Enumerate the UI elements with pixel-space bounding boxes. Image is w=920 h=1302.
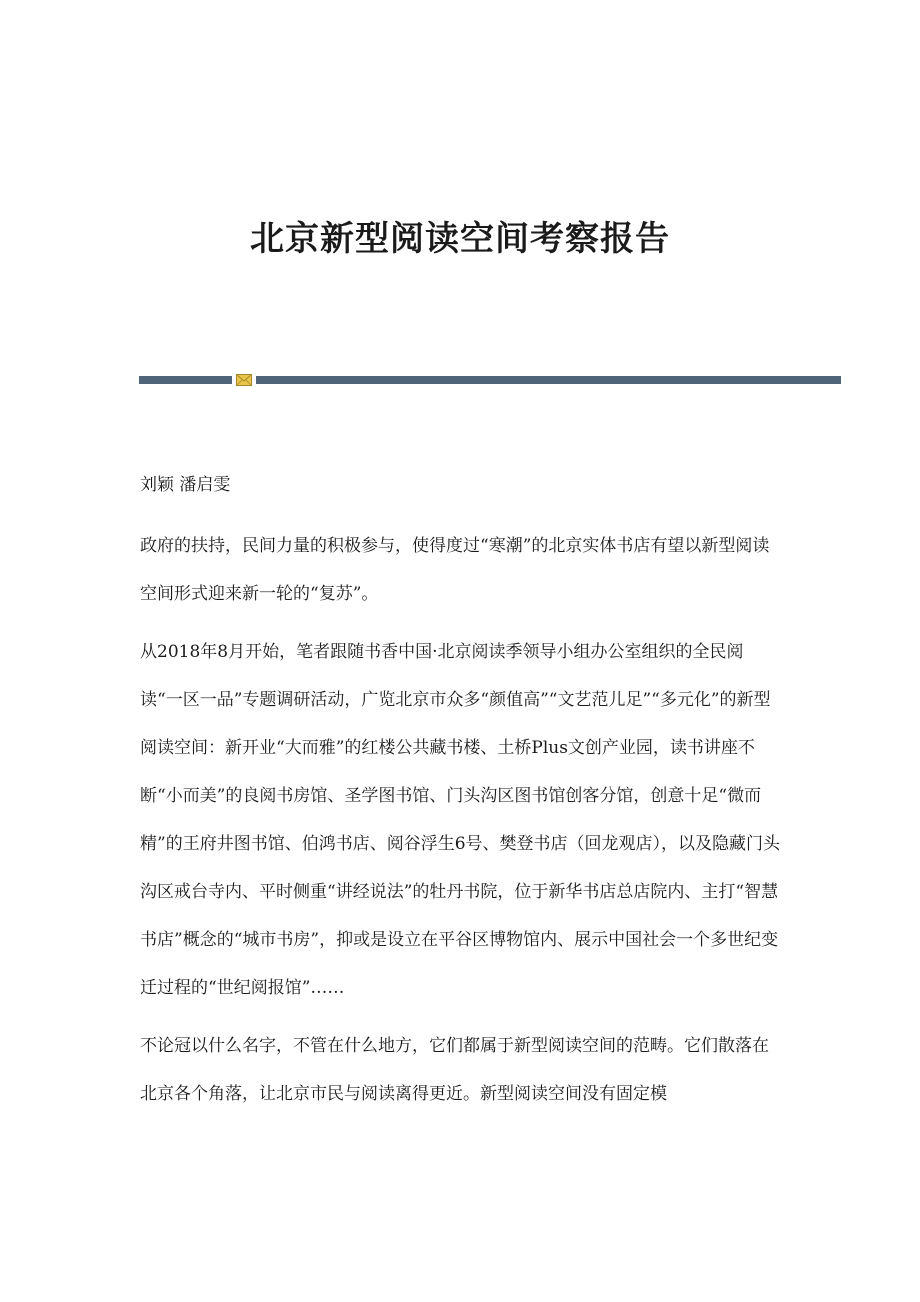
paragraph-2: 从2018年8月开始，笔者跟随书香中国·北京阅读季领导小组办公室组织的全民阅读“一区一品”专题调研活动，广览北京市众多“颜值高”“文艺范儿足”“多元化”的新型阅读空间：新开业“大而雅”的红楼公共藏书楼、土桥Plus文创产业园，读书讲座不断“小而美”的良阅书房馆、圣学图书馆、门头沟区图书馆创客分馆，创意十足“微而精”的王府井图书馆、伯鸿书店、阅谷浮生6号、樊登书店（回龙观店），以及隐藏门头沟区戒台寺内、平时侧重“讲经说法”的牡丹书院，位于新华书店总店院内、主打“智慧书店”概念的“城市书房”，抑或是设立在平谷区博物馆内、展示中国社会一个多世纪变迁过程的“世纪阅报馆”……: [140, 642, 781, 998]
document-body: [140, 466, 782, 1128]
document-title: 北京新型阅读空间考察报告: [250, 219, 670, 259]
paragraph-3: 不论冠以什么名字，不管在什么地方，它们都属于新型阅读空间的范畴。它们散落在北京各个角落，让北京市民与阅读离得更近。新型阅读空间没有固定模: [140, 1036, 769, 1104]
envelope-icon: [236, 373, 252, 387]
author-line: 刘颖 潘启雯: [140, 475, 231, 495]
title-divider: [139, 373, 841, 387]
paragraph-1: 政府的扶持，民间力量的积极参与，使得度过“寒潮”的北京实体书店有望以新型阅读空间形式迎来新一轮的“复苏”。: [140, 536, 770, 604]
divider-left-segment: [139, 376, 232, 384]
divider-right-segment: [256, 376, 841, 384]
